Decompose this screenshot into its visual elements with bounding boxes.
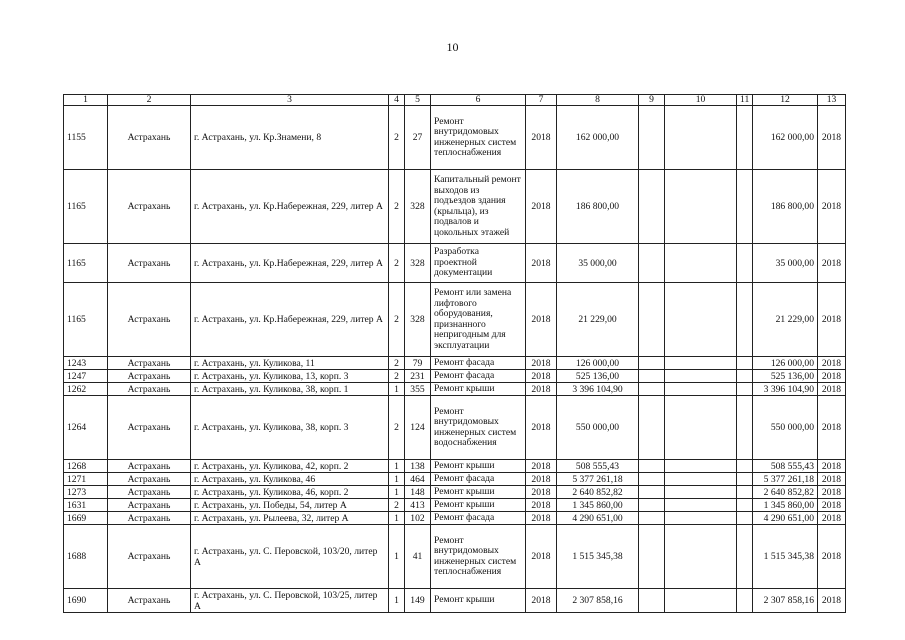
- city-cell: Астрахань: [108, 486, 191, 499]
- year-cell: 2018: [526, 244, 557, 283]
- col10-cell: [665, 473, 737, 486]
- work-type-cell: Ремонт фасада: [431, 357, 526, 370]
- cost-cell: 2 307 858,16: [557, 589, 639, 613]
- address-cell: г. Астрахань, ул. Кр.Набережная, 229, литер А: [191, 283, 389, 357]
- completion-year-cell: 2018: [818, 357, 846, 370]
- year-cell: 2018: [526, 499, 557, 512]
- address-cell: г. Астрахань, ул. Кр.Набережная, 229, литер А: [191, 170, 389, 244]
- object-id-cell: 1264: [64, 396, 108, 460]
- col5-cell: 124: [405, 396, 431, 460]
- col5-cell: 79: [405, 357, 431, 370]
- col10-cell: [665, 499, 737, 512]
- col10-cell: [665, 370, 737, 383]
- col10-cell: [665, 283, 737, 357]
- cost-cell: 5 377 261,18: [557, 473, 639, 486]
- col11-cell: [737, 383, 753, 396]
- year-cell: 2018: [526, 370, 557, 383]
- object-id-cell: 1669: [64, 512, 108, 525]
- cost-cell: 3 396 104,90: [557, 383, 639, 396]
- col4-cell: 1: [389, 486, 405, 499]
- city-cell: Астрахань: [108, 473, 191, 486]
- completion-year-cell: 2018: [818, 170, 846, 244]
- completion-year-cell: 2018: [818, 525, 846, 589]
- work-type-cell: Ремонт крыши: [431, 589, 526, 613]
- col5-cell: 102: [405, 512, 431, 525]
- table-row: [64, 283, 846, 357]
- col10-cell: [665, 170, 737, 244]
- completion-year-cell: 2018: [818, 244, 846, 283]
- total-cost-cell: 4 290 651,00: [753, 512, 818, 525]
- total-cost-cell: 3 396 104,90: [753, 383, 818, 396]
- col10-cell: [665, 486, 737, 499]
- column-header: 8: [557, 95, 639, 106]
- object-id-cell: 1273: [64, 486, 108, 499]
- total-cost-cell: 21 229,00: [753, 283, 818, 357]
- table-row: [64, 396, 846, 460]
- object-id-cell: 1271: [64, 473, 108, 486]
- table-row: [64, 589, 846, 613]
- work-type-cell: Капитальный ремонт выходов из подъездов здания (крыльца), из подвалов и цокольных этажей: [431, 170, 526, 244]
- year-cell: 2018: [526, 473, 557, 486]
- object-id-cell: 1165: [64, 244, 108, 283]
- col9-cell: [639, 512, 665, 525]
- object-id-cell: 1690: [64, 589, 108, 613]
- completion-year-cell: 2018: [818, 486, 846, 499]
- total-cost-cell: 162 000,00: [753, 106, 818, 170]
- column-header: 1: [64, 95, 108, 106]
- table-row: [64, 370, 846, 383]
- column-header: 7: [526, 95, 557, 106]
- table-row: [64, 460, 846, 473]
- table-row: [64, 473, 846, 486]
- object-id-cell: 1165: [64, 283, 108, 357]
- col9-cell: [639, 589, 665, 613]
- col10-cell: [665, 460, 737, 473]
- completion-year-cell: 2018: [818, 396, 846, 460]
- object-id-cell: 1268: [64, 460, 108, 473]
- col10-cell: [665, 357, 737, 370]
- cost-cell: 21 229,00: [557, 283, 639, 357]
- col10-cell: [665, 525, 737, 589]
- completion-year-cell: 2018: [818, 589, 846, 613]
- table-row: [64, 486, 846, 499]
- object-id-cell: 1247: [64, 370, 108, 383]
- col9-cell: [639, 396, 665, 460]
- cost-cell: 186 800,00: [557, 170, 639, 244]
- table-row: [64, 525, 846, 589]
- col11-cell: [737, 512, 753, 525]
- col4-cell: 2: [389, 244, 405, 283]
- completion-year-cell: 2018: [818, 473, 846, 486]
- table-row: [64, 170, 846, 244]
- column-header: 6: [431, 95, 526, 106]
- col11-cell: [737, 244, 753, 283]
- col5-cell: 328: [405, 283, 431, 357]
- year-cell: 2018: [526, 170, 557, 244]
- year-cell: 2018: [526, 283, 557, 357]
- year-cell: 2018: [526, 589, 557, 613]
- col5-cell: 355: [405, 383, 431, 396]
- col4-cell: 2: [389, 170, 405, 244]
- col9-cell: [639, 525, 665, 589]
- cost-cell: 35 000,00: [557, 244, 639, 283]
- col5-cell: 149: [405, 589, 431, 613]
- address-cell: г. Астрахань, ул. Рылеева, 32, литер А: [191, 512, 389, 525]
- col11-cell: [737, 357, 753, 370]
- col5-cell: 231: [405, 370, 431, 383]
- table-row: [64, 499, 846, 512]
- work-type-cell: Ремонт крыши: [431, 460, 526, 473]
- col9-cell: [639, 106, 665, 170]
- work-type-cell: Ремонт внутридомовых инженерных систем теплоснабжения: [431, 525, 526, 589]
- cost-cell: 1 515 345,38: [557, 525, 639, 589]
- col10-cell: [665, 244, 737, 283]
- column-header: 5: [405, 95, 431, 106]
- col5-cell: 328: [405, 244, 431, 283]
- col11-cell: [737, 525, 753, 589]
- col9-cell: [639, 460, 665, 473]
- col11-cell: [737, 170, 753, 244]
- completion-year-cell: 2018: [818, 283, 846, 357]
- object-id-cell: 1631: [64, 499, 108, 512]
- column-header: 9: [639, 95, 665, 106]
- col5-cell: 138: [405, 460, 431, 473]
- city-cell: Астрахань: [108, 396, 191, 460]
- address-cell: г. Астрахань, ул. Куликова, 38, корп. 3: [191, 396, 389, 460]
- col11-cell: [737, 473, 753, 486]
- col9-cell: [639, 283, 665, 357]
- cost-cell: 550 000,00: [557, 396, 639, 460]
- col11-cell: [737, 106, 753, 170]
- completion-year-cell: 2018: [818, 512, 846, 525]
- col10-cell: [665, 589, 737, 613]
- work-type-cell: Ремонт внутридомовых инженерных систем водоснабжения: [431, 396, 526, 460]
- cost-cell: 4 290 651,00: [557, 512, 639, 525]
- year-cell: 2018: [526, 357, 557, 370]
- table-row: [64, 244, 846, 283]
- col11-cell: [737, 589, 753, 613]
- col11-cell: [737, 283, 753, 357]
- column-number-row: [64, 95, 846, 106]
- work-type-cell: Ремонт фасада: [431, 370, 526, 383]
- city-cell: Астрахань: [108, 589, 191, 613]
- col4-cell: 2: [389, 499, 405, 512]
- col5-cell: 148: [405, 486, 431, 499]
- address-cell: г. Астрахань, ул. С. Перовской, 103/25, литер А: [191, 589, 389, 613]
- col9-cell: [639, 244, 665, 283]
- object-id-cell: 1688: [64, 525, 108, 589]
- year-cell: 2018: [526, 460, 557, 473]
- work-type-cell: Ремонт фасада: [431, 512, 526, 525]
- col4-cell: 2: [389, 396, 405, 460]
- city-cell: Астрахань: [108, 106, 191, 170]
- cost-cell: 162 000,00: [557, 106, 639, 170]
- city-cell: Астрахань: [108, 244, 191, 283]
- city-cell: Астрахань: [108, 499, 191, 512]
- object-id-cell: 1262: [64, 383, 108, 396]
- col10-cell: [665, 512, 737, 525]
- page-number: 10: [446, 40, 459, 54]
- table-row: [64, 512, 846, 525]
- work-type-cell: Ремонт крыши: [431, 486, 526, 499]
- total-cost-cell: 1 515 345,38: [753, 525, 818, 589]
- total-cost-cell: 35 000,00: [753, 244, 818, 283]
- col4-cell: 1: [389, 512, 405, 525]
- col5-cell: 464: [405, 473, 431, 486]
- col4-cell: 1: [389, 383, 405, 396]
- object-id-cell: 1155: [64, 106, 108, 170]
- work-type-cell: Ремонт фасада: [431, 473, 526, 486]
- year-cell: 2018: [526, 512, 557, 525]
- address-cell: г. Астрахань, ул. Кр.Набережная, 229, литер А: [191, 244, 389, 283]
- object-id-cell: 1165: [64, 170, 108, 244]
- total-cost-cell: 5 377 261,18: [753, 473, 818, 486]
- column-header: 3: [191, 95, 389, 106]
- total-cost-cell: 126 000,00: [753, 357, 818, 370]
- col10-cell: [665, 396, 737, 460]
- address-cell: г. Астрахань, ул. Куликова, 11: [191, 357, 389, 370]
- completion-year-cell: 2018: [818, 370, 846, 383]
- address-cell: г. Астрахань, ул. С. Перовской, 103/20, литер А: [191, 525, 389, 589]
- work-type-cell: Ремонт внутридомовых инженерных систем теплоснабжения: [431, 106, 526, 170]
- column-header: 2: [108, 95, 191, 106]
- city-cell: Астрахань: [108, 460, 191, 473]
- address-cell: г. Астрахань, ул. Куликова, 42, корп. 2: [191, 460, 389, 473]
- city-cell: Астрахань: [108, 370, 191, 383]
- cost-cell: 2 640 852,82: [557, 486, 639, 499]
- work-type-cell: Ремонт крыши: [431, 499, 526, 512]
- col9-cell: [639, 473, 665, 486]
- year-cell: 2018: [526, 383, 557, 396]
- repair-program-table: [63, 94, 846, 613]
- cost-cell: 1 345 860,00: [557, 499, 639, 512]
- col9-cell: [639, 383, 665, 396]
- address-cell: г. Астрахань, ул. Куликова, 13, корп. 3: [191, 370, 389, 383]
- total-cost-cell: 186 800,00: [753, 170, 818, 244]
- year-cell: 2018: [526, 106, 557, 170]
- total-cost-cell: 508 555,43: [753, 460, 818, 473]
- address-cell: г. Астрахань, ул. Кр.Знамени, 8: [191, 106, 389, 170]
- total-cost-cell: 2 640 852,82: [753, 486, 818, 499]
- city-cell: Астрахань: [108, 283, 191, 357]
- col4-cell: 2: [389, 106, 405, 170]
- col10-cell: [665, 106, 737, 170]
- table-row: [64, 357, 846, 370]
- column-header: 11: [737, 95, 753, 106]
- col4-cell: 2: [389, 357, 405, 370]
- city-cell: Астрахань: [108, 383, 191, 396]
- column-header: 12: [753, 95, 818, 106]
- col11-cell: [737, 396, 753, 460]
- address-cell: г. Астрахань, ул. Куликова, 38, корп. 1: [191, 383, 389, 396]
- total-cost-cell: 2 307 858,16: [753, 589, 818, 613]
- work-type-cell: Ремонт крыши: [431, 383, 526, 396]
- col9-cell: [639, 499, 665, 512]
- address-cell: г. Астрахань, ул. Победы, 54, литер А: [191, 499, 389, 512]
- col5-cell: 41: [405, 525, 431, 589]
- col5-cell: 27: [405, 106, 431, 170]
- table-row: [64, 106, 846, 170]
- col5-cell: 413: [405, 499, 431, 512]
- col11-cell: [737, 460, 753, 473]
- city-cell: Астрахань: [108, 525, 191, 589]
- cost-cell: 525 136,00: [557, 370, 639, 383]
- object-id-cell: 1243: [64, 357, 108, 370]
- cost-cell: 508 555,43: [557, 460, 639, 473]
- col4-cell: 1: [389, 473, 405, 486]
- work-type-cell: Ремонт или замена лифтового оборудования, признанного непригодным для эксплуатации: [431, 283, 526, 357]
- total-cost-cell: 525 136,00: [753, 370, 818, 383]
- year-cell: 2018: [526, 525, 557, 589]
- cost-cell: 126 000,00: [557, 357, 639, 370]
- column-header: 4: [389, 95, 405, 106]
- col4-cell: 2: [389, 283, 405, 357]
- address-cell: г. Астрахань, ул. Куликова, 46: [191, 473, 389, 486]
- col4-cell: 1: [389, 589, 405, 613]
- col9-cell: [639, 357, 665, 370]
- completion-year-cell: 2018: [818, 499, 846, 512]
- col4-cell: 2: [389, 370, 405, 383]
- city-cell: Астрахань: [108, 512, 191, 525]
- total-cost-cell: 1 345 860,00: [753, 499, 818, 512]
- city-cell: Астрахань: [108, 170, 191, 244]
- completion-year-cell: 2018: [818, 460, 846, 473]
- completion-year-cell: 2018: [818, 383, 846, 396]
- col11-cell: [737, 499, 753, 512]
- year-cell: 2018: [526, 396, 557, 460]
- completion-year-cell: 2018: [818, 106, 846, 170]
- col11-cell: [737, 486, 753, 499]
- column-header: 13: [818, 95, 846, 106]
- city-cell: Астрахань: [108, 357, 191, 370]
- col11-cell: [737, 370, 753, 383]
- address-cell: г. Астрахань, ул. Куликова, 46, корп. 2: [191, 486, 389, 499]
- col4-cell: 1: [389, 460, 405, 473]
- table-row: [64, 383, 846, 396]
- total-cost-cell: 550 000,00: [753, 396, 818, 460]
- col5-cell: 328: [405, 170, 431, 244]
- column-header: 10: [665, 95, 737, 106]
- col9-cell: [639, 170, 665, 244]
- work-type-cell: Разработка проектной документации: [431, 244, 526, 283]
- col9-cell: [639, 486, 665, 499]
- col4-cell: 1: [389, 525, 405, 589]
- col10-cell: [665, 383, 737, 396]
- year-cell: 2018: [526, 486, 557, 499]
- col9-cell: [639, 370, 665, 383]
